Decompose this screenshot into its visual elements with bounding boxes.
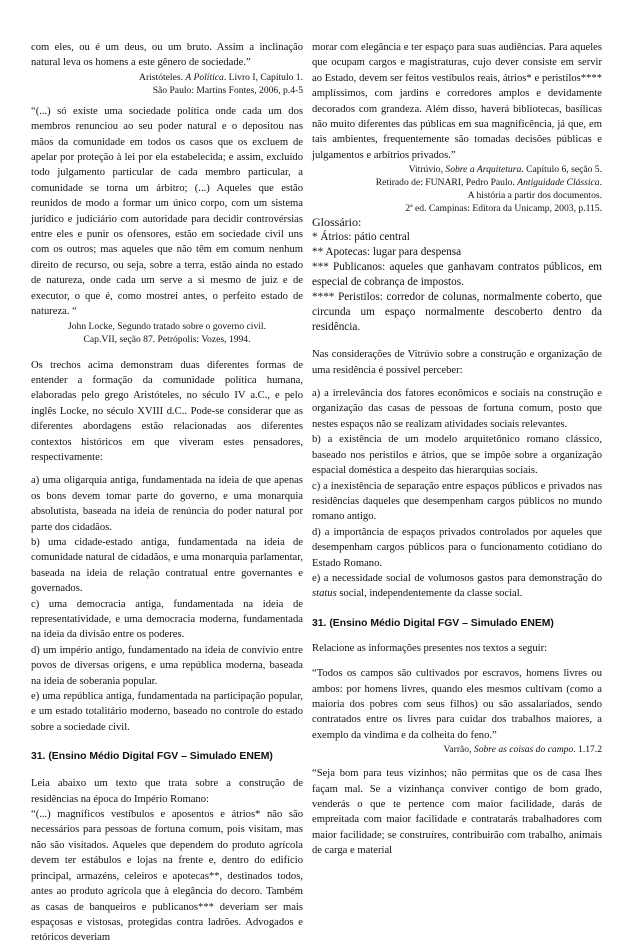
quote-varro: “Todos os campos são cultivados por escravos, homens livres ou ambos: por homens livres, quando eles mesmos cultivam (como a maioria dos pobres com seus filhos) ou são assalariados, sendo contratados entre os livres para cuidar dos trabalhos maiores, a exemplo da vindima e da colheita do feno.” [312, 668, 602, 741]
answer-options-31 [312, 386, 602, 602]
glossary-item: **** Peristilos: corredor de colunas, normalmente coberto, que circunda um espaço normalmente descoberto dentro da residência. [312, 291, 602, 334]
option-d[interactable]: d) a importância de espaços privados controlados por aqueles que desempenham cargos públicos para o funcionamento cotidiano do Estado Romano. [312, 526, 602, 569]
citation-vitruvius: Vitrúvio, Sobre a Arquitetura. Capítulo 6, seção 5. Retirado de: FUNARI, Pedro Paulo. Antiguidade Clássica. A história a partir dos documentos. 2ª ed. Campinas: Editora da Unicamp, 2003, p.115. [375, 164, 602, 215]
paragraph-aristotle-end: com eles, ou é um deus, ou um bruto. Assim a inclinação natural leva os homens a este gênero de sociedade.” [31, 42, 303, 69]
left-column [31, 40, 303, 946]
glossary-item: * Átrios: pátio central [312, 231, 410, 244]
option-d[interactable]: d) um império antigo, fundamentado na ideia de convívio entre povos de diversas origens, e uma república moderna, baseada na ideia de soberania popular. [31, 644, 303, 687]
right-column [312, 40, 602, 859]
glossary-item: *** Publicanos: aqueles que ganhavam contratos públicos, em especial de cobrança de impostos. [312, 261, 602, 289]
option-b[interactable]: b) uma cidade-estado antiga, fundamentada na ideia de comunidade natural de cidadãos, e uma monarquia parlamentar, baseada na ideia de relação contratual entre governantes e governados. [31, 536, 303, 595]
option-c[interactable]: c) a inexistência de separação entre espaços públicos e privados nas residências daqueles que desempenham cargos públicos no mundo romano antigo. [312, 480, 602, 523]
question-31-stem: Nas considerações de Vitrúvio sobre a construção e organização de uma residência é possível perceber: [312, 349, 602, 376]
quote-second: “Seja bom para teus vizinhos; não permitas que os de casa lhes façam mal. Se a vizinhança conviver contigo de bom grado, venderás o que te pertence com maior facilidade, darás de empreitada com maior facilidade e contratarás trabalhadores com maior facilidade; se construíres, contribuirão com trabalho, animais de carga e material [312, 768, 602, 857]
glossary-title: Glossário: [312, 215, 362, 230]
answer-options-30 [31, 473, 303, 735]
option-e[interactable]: e) a necessidade social de volumosos gastos para demonstração do status social, independentemente da classe social. [312, 572, 602, 600]
quote-locke: “(...) só existe uma sociedade política onde cada um dos membros renunciou ao seu poder natural e o depositou nas mãos da comunidade em todos os casos que os excluem de apelar por proteção à lei por ela estabelecida; e assim, excluído todo julgamento particular de cada membro particular, a comunidade se torna um árbitro; (...) Aqueles que estão reunidos de modo a formar um único corpo, com um sistema jurídico e judiciário com autoridade para decidir controvérsias entre eles e punir os ofensores, estão em sociedade civil uns com os outros; mas aqueles que não têm em comum nenhum direito de recurso, ou seja, sobre a terra, estão ainda no estado de natureza, onde cada um serve a si mesmo de juiz e de executor, o que é, como mostrei antes, o perfeito estado de natureza. “ [31, 105, 303, 318]
question-31b-title: 31. (Ensino Médio Digital FGV – Simulado ENEM) [312, 617, 554, 629]
question-31-intro: Leia abaixo um texto que trata sobre a construção de residências na época do Império Romano: [31, 778, 303, 805]
option-e[interactable]: e) uma república antiga, fundamentada na participação popular, e um estado totalitário moderno, baseado no controle do estado sobre a sociedade civil. [31, 691, 303, 733]
glossary-item: ** Apotecas: lugar para despensa [312, 246, 462, 259]
question-31-quote: “(...) magníficos vestíbulos e aposentos e átrios* não são necessários para pessoas de fortuna comum, pois visitam, mas não são visitados. Aqueles que dependem do produto agrícola devem ter estábulos e lojas na frente e, dentro do edifício principal, armazéns, celeiros e apotecas**, destinados todos, antes ao produto agrícola que à elegância do decoro. Também as casas de banqueiros e publicanos*** deveriam ser mais espaçosas e vistosas, protegidas contra ladrões. Advogados e retóricos deveriam [31, 809, 303, 944]
glossary-list [312, 230, 602, 335]
citation-varro: Varrão, Sobre as coisas do campo. 1.17.2 [443, 744, 602, 756]
option-a[interactable]: a) a irrelevância dos fatores econômicos e sociais na construção e organização das casas de pessoas de fortuna comum, posto que nestes espaços não se realizam atividades sociais relevantes. [312, 388, 602, 430]
citation-locke: John Locke, Segundo tratado sobre o governo civil. Cap.VII, seção 87. Petrópolis: Vozes, 1994. [68, 320, 266, 345]
question-31b-intro: Relacione as informações presentes nos textos a seguir: [312, 642, 548, 654]
question-31-title: 31. (Ensino Médio Digital FGV – Simulado ENEM) [31, 751, 273, 763]
citation-aristotle: Aristóteles. A Política. Livro I, Capítulo 1. São Paulo: Martins Fontes, 2006, p.4-5 [139, 71, 303, 96]
question-stem-30: Os trechos acima demonstram duas diferentes formas de entender a formação da comunidade política humana, elaboradas pelo grego Aristóteles, no século IV a.C., e pelo inglês Locke, no século XVIII d.C.. Pode-se considerar que as diferentes abordagens estão relacionadas aos diferentes contextos históricos em que viveram estes pensadores, respectivamente: [31, 359, 303, 463]
option-c[interactable]: c) uma democracia antiga, fundamentada na ideia de representatividade, e uma democracia moderna, fundamentada na ideia da divisão entre os poderes. [31, 598, 303, 641]
option-a[interactable]: a) uma oligarquia antiga, fundamentada na ideia de que apenas os bons devem tomar parte do governo, e uma monarquia absolutista, baseada na ideia de renúncia do poder natural por parte dos cidadãos. [31, 475, 303, 533]
question-31-quote-continued: morar com elegância e ter espaço para suas audiências. Para aqueles que ocupam cargos e magistraturas, cujo dever consiste em servir ao Estado, devem ser feitos vestíbulos reais, átrios* e peristilos**** amplíssimos, com jardins e corredores amplos e devidamente decorados com grandeza. Além disso, haverá bibliotecas, basílicas não muito diferentes das públicas em sua magnificência, já que, em tais ambientes, frequentemente são tomadas decisões públicas e julgamentos e arbítrios privados.” [312, 42, 602, 161]
option-b[interactable]: b) a existência de um modelo arquitetônico romano clássico, baseado nos peristilos e átrios, que se impõe sobre a organização espacial doméstica a despeito das hierarquias sociais. [312, 434, 602, 477]
